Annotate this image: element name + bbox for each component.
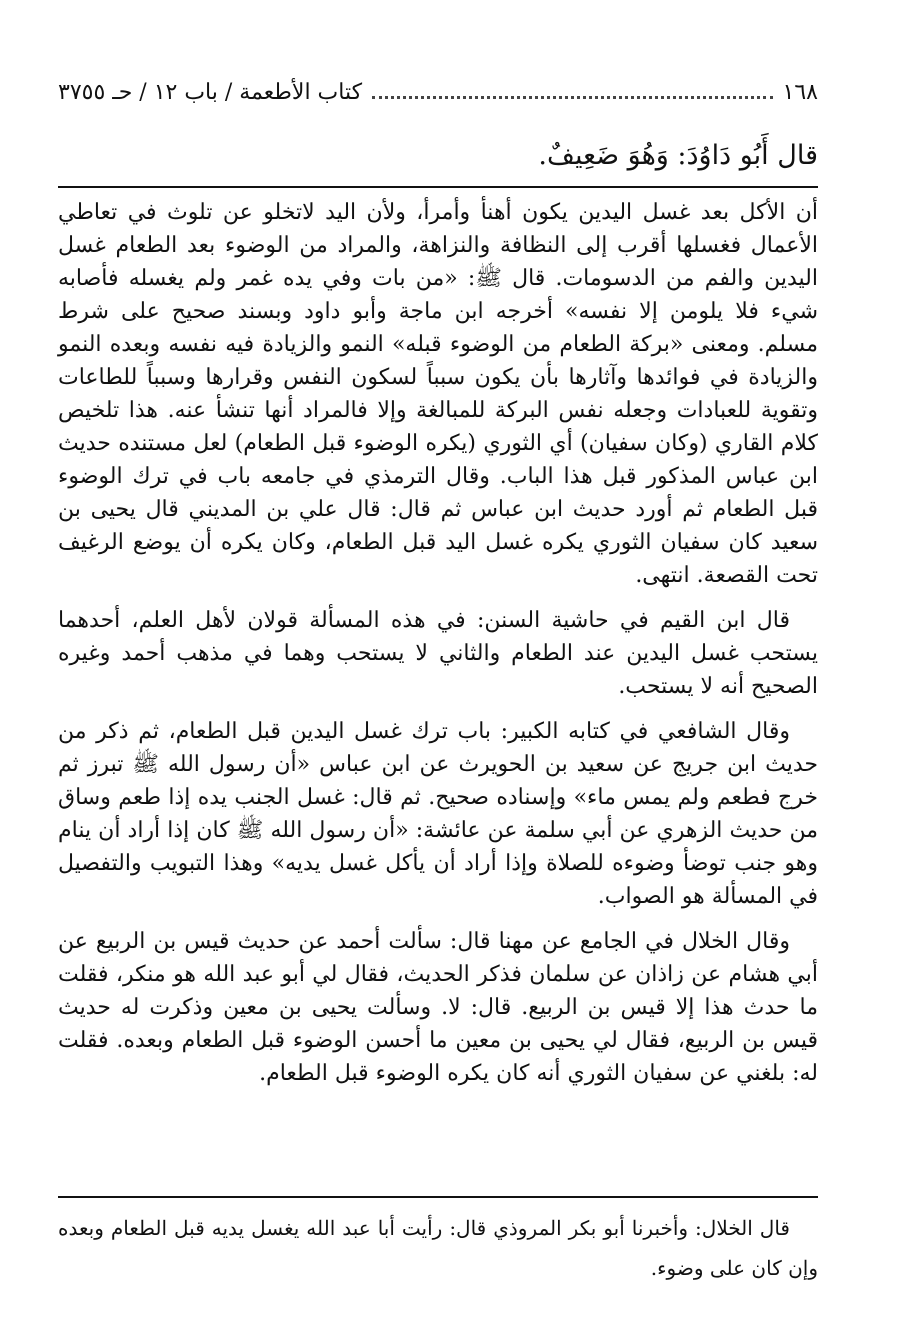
commentary-paragraph: أن الأكل بعد غسل اليدين يكون أهنأ وأمرأ، ولأن اليد لاتخلو عن تلوث في تعاطي الأعمال فغسلها أقرب إلى النظافة والنزاهة، والمراد من الوضوء بعد الطعام غسل اليدين والفم من الدسومات. قال ﷺ: «من بات وفي يده غمر ولم يغسله فأصابه شيء فلا يلومن إلا نفسه» أخرجه ابن ماجة وأبو داود وبسند صحيح على شرط مسلم. ومعنى «بركة الطعام من الوضوء قبله» النمو والزيادة فيه نفسه وبعده النمو والزيادة في فوائدها وآثارها بأن يكون سبباً لسكون النفس وقرارها وسبباً للطاعات وتقوية للعبادات وجعله نفس البركة للمبالغة وإلا فالمراد أنها تنشأ عنه. هذا تلخيص كلام القاري (وكان سفيان) أي الثوري (يكره الوضوء قبل الطعام) لعل مستنده حديث ابن عباس المذكور قبل هذا الباب. وقال الترمذي في جامعه باب في ترك الوضوء قبل الطعام ثم أورد حديث ابن عباس ثم قال: قال علي بن المديني قال يحيى بن سعيد كان سفيان الثوري يكره غسل اليد قبل الطعام، وكان يكره أن يوضع الرغيف تحت القصعة. انتهى. xyxy=(58,200,819,588)
commentary-section xyxy=(58,196,818,1102)
footnote-divider xyxy=(58,1196,818,1198)
footnote-section xyxy=(58,1208,818,1288)
page-number: ١٦٨ xyxy=(782,80,818,105)
leader-dots xyxy=(372,96,772,99)
main-text-line: قال أَبُو دَاوُدَ: وَهُوَ ضَعِيفٌ. xyxy=(538,140,818,171)
book-chapter-reference: كتاب الأطعمة / باب ١٢ / حـ ٣٧٥٥ xyxy=(58,80,363,105)
footnote-text: قال الخلال: وأخبرنا أبو بكر المروذي قال: رأيت أبا عبد الله يغسل يديه قبل الطعام وبعده وإن كان على وضوء. xyxy=(58,1216,818,1280)
running-header xyxy=(58,78,818,108)
commentary-paragraph: وقال الخلال في الجامع عن مهنا قال: سألت أحمد عن حديث قيس بن الربيع عن أبي هشام عن زاذان عن سلمان فذكر الحديث، فقال لي أبو عبد الله هو منكر، فقلت ما حدث هذا إلا قيس بن الربيع. قال: لا. وسألت يحيى بن معين وذكرت له حديث قيس بن الربيع، فقال لي يحيى بن معين ما أحسن الوضوء قبل الطعام وبعده. فقلت له: بلغني عن سفيان الثوري أنه كان يكره الوضوء قبل الطعام. xyxy=(58,929,818,1086)
commentary-paragraph: وقال الشافعي في كتابه الكبير: باب ترك غسل اليدين قبل الطعام، ثم ذكر من حديث ابن جريج عن سعيد بن الحويرث عن ابن عباس «أن رسول الله ﷺ تبرز ثم خرج فطعم ولم يمس ماء» وإسناده صحيح. ثم قال: غسل الجنب يده إذا طعم وساق من حديث الزهري عن أبي سلمة عن عائشة: «أن رسول الله ﷺ كان إذا أراد أن ينام وهو جنب توضأ وضوءه للصلاة وإذا أراد أن يأكل غسل يديه» وهذا التبويب والتفصيل في المسألة هو الصواب. xyxy=(58,719,818,909)
top-divider xyxy=(58,186,818,188)
commentary-paragraph: قال ابن القيم في حاشية السنن: في هذه المسألة قولان لأهل العلم، أحدهما يستحب غسل اليدين عند الطعام والثاني لا يستحب وهما في مذهب أحمد وغيره الصحيح أنه لا يستحب. xyxy=(58,608,818,699)
